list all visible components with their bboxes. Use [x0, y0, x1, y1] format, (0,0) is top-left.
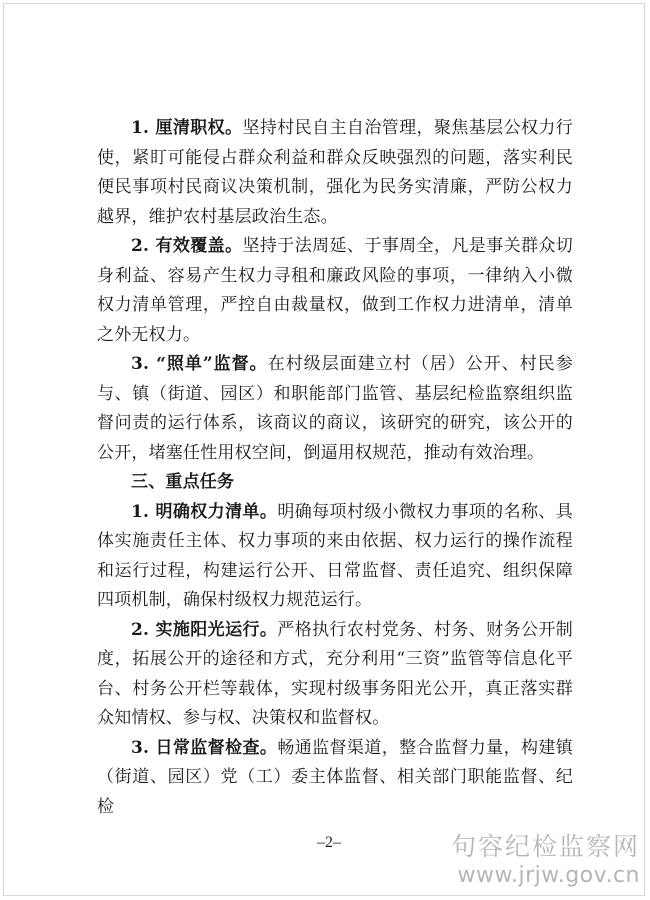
- paragraph-daily-inspection: [97, 734, 573, 823]
- paragraph-text: 坚持村民自主自治管理，聚焦基层公权力行使，紧盯可能侵占群众利益和群众反映强烈的问题，落实利民便民事项村民商议决策机制，强化为民务实清廉，严防公权力越界，维护农村基层政治生态。: [97, 118, 573, 227]
- paragraph-lead: 1. 明确权力清单。: [131, 501, 278, 522]
- paragraph-text: 畅通监督渠道，整合监督力量，构建镇（街道、园区）党（工）委主体监督、相关部门职能监督、纪检: [97, 737, 573, 817]
- paragraph-text: 明确每项村级小微权力事项的名称、具体实施责任主体、权力事项的来由依据、权力运行的操作流程和运行过程，构建运行公开、日常监督、责任追究、组织保障四项机制，确保村级权力规范运行。: [97, 501, 573, 610]
- site-watermark: [440, 832, 640, 890]
- paragraph-lead: 3. 日常监督检查。: [131, 737, 278, 758]
- paragraph-sunshine-operation: [97, 616, 573, 734]
- document-body: [97, 114, 573, 822]
- paragraph-lead: 2. 实施阳光运行。: [131, 619, 278, 640]
- paragraph-text: 严格执行农村党务、村务、财务公开制度，拓展公开的途径和方式，充分利用“三资”监管等信息化平台、村务公开栏等载体，实现村级事务阳光公开，真正落实群众知情权、参与权、决策权和监督权。: [97, 619, 573, 728]
- section-heading-key-tasks: 三、重点任务: [131, 472, 235, 492]
- paragraph-text: 坚持于法周延、于事周全，凡是事关群众切身利益、容易产生权力寻租和廉政风险的事项，一律纳入小微权力清单管理，严控自由裁量权，做到工作权力进清单，清单之外无权力。: [97, 236, 573, 345]
- document-page: [3, 3, 645, 896]
- watermark-title: 句容纪检监察网: [450, 832, 640, 861]
- paragraph-lead: 2. 有效覆盖。: [131, 236, 243, 256]
- paragraph-effective-coverage: [97, 232, 573, 350]
- paragraph-lead: 3. “照单”监督。: [131, 354, 268, 374]
- paragraph-lead: 1. 厘清职权。: [131, 118, 243, 138]
- paragraph-clarify-powers: [97, 114, 573, 232]
- watermark-url: www.jrjw.gov.cn: [457, 863, 640, 888]
- paragraph-power-list: [97, 498, 573, 616]
- paragraph-text: 在村级层面建立村（居）公开、村民参与、镇（街道、园区）和职能部门监管、基层纪检监察组织监督问责的运行体系，该商议的商议，该研究的研究，该公开的公开，堵塞任性用权空间，倒逼用权规范，推动有效治理。: [97, 354, 573, 463]
- paragraph-list-supervision: [97, 350, 573, 468]
- page-number: –2–: [317, 834, 341, 851]
